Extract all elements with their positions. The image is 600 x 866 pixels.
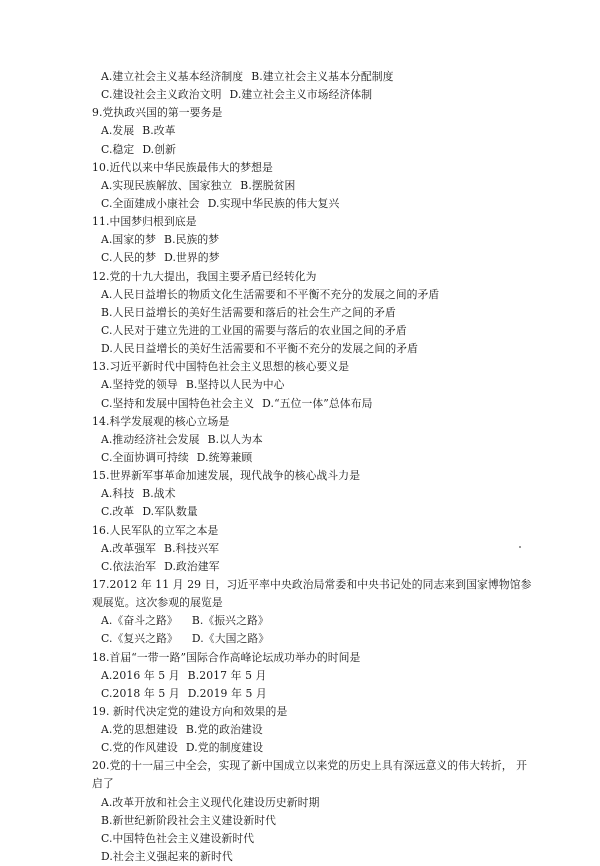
q14-stem: 14.科学发展观的核心立场是	[92, 414, 230, 428]
q20-option-c: C.中国特色社会主义建设新时代	[101, 831, 255, 845]
q19-option-d: D.党的制度建设	[185, 741, 264, 755]
q14-option-a: A.推动经济社会发展	[101, 432, 200, 446]
q9-options-row-2	[92, 141, 530, 159]
q13-option-a: A.坚持党的领导	[101, 378, 178, 392]
q10-option-d: D.实现中华民族的伟大复兴	[207, 196, 340, 210]
q12-stem: 12.党的十九大提出，我国主要矛盾已经转化为	[92, 269, 317, 283]
scan-speck	[519, 546, 521, 548]
q14-option-c: C.全面协调可持续	[101, 450, 189, 464]
q14-option-b: B.以人为本	[207, 432, 263, 446]
q15-option-d: D.军队数量	[142, 505, 198, 519]
q18-options-row-2	[92, 685, 530, 703]
q18-stem: 18.首届“一带一路”国际合作高峰论坛成功举办的时间是	[92, 650, 361, 664]
q19-options-row-1	[92, 721, 530, 739]
q9-option-c: C.稳定	[101, 142, 135, 156]
q16-option-d: D.政治建军	[164, 559, 220, 573]
q8-options-row-2	[92, 86, 530, 104]
q11-option-b: B.民族的梦	[164, 233, 220, 247]
q14-option-d: D.统筹兼顾	[196, 450, 253, 464]
q11-stem: 11.中国梦归根到底是	[92, 215, 197, 229]
q19-option-b: B.党的政治建设	[185, 723, 263, 737]
q17-options-row-2	[92, 630, 530, 648]
q10-option-b: B.摆脱贫困	[240, 178, 296, 192]
q13-option-b: B.坚持以人民为中心	[185, 378, 285, 392]
q11-option-d: D.世界的梦	[164, 251, 220, 265]
q17-option-d: D.《大国之路》	[191, 632, 270, 646]
q16-options-row-2	[92, 558, 530, 576]
q18-option-b: B.2017 年 5 月	[187, 668, 267, 682]
q10-stem: 10.近代以来中华民族最伟大的梦想是	[92, 160, 273, 174]
q19-stem: 19. 新时代决定党的建设方向和效果的是	[92, 704, 288, 718]
q11-options-row-1	[92, 231, 530, 249]
q18-option-d: D.2019 年 5 月	[187, 686, 267, 700]
q11-options-row-2	[92, 249, 530, 267]
q11-option-c: C.人民的梦	[101, 251, 157, 265]
q20-option-a: A.改革开放和社会主义现代化建设历史新时期	[101, 795, 320, 809]
q12-option-a: A.人民日益增长的物质文化生活需要和不平衡不充分的发展之间的矛盾	[101, 287, 440, 301]
q16-options-row-1	[92, 540, 530, 558]
q10-option-a: A.实现民族解放、国家独立	[101, 178, 233, 192]
q18-option-a: A.2016 年 5 月	[101, 668, 180, 682]
q9-options-row-1	[92, 122, 530, 140]
q17-options-row-1	[92, 612, 530, 630]
q13-options-row-1	[92, 376, 530, 394]
q13-options-row-2	[92, 395, 530, 413]
q17-option-a: A.《奋斗之路》	[101, 614, 178, 628]
q17-stem-line-1: 17.2012 年 11 月 29 日，习近平率中央政治局常委和中央书记处的同志来到国家博物馆参	[92, 577, 532, 591]
q10-options-row-1	[92, 177, 530, 195]
q16-option-b: B.科技兴军	[164, 541, 220, 555]
q15-stem: 15.世界新军事革命加速发展，现代战争的核心战斗力是	[92, 469, 361, 483]
q10-options-row-2	[92, 195, 530, 213]
q18-options-row-1	[92, 667, 530, 685]
q10-option-c: C.全面建成小康社会	[101, 196, 200, 210]
q19-options-row-2	[92, 739, 530, 757]
q8-option-a: A.建立社会主义基本经济制度	[101, 70, 244, 83]
q15-options-row-1	[92, 485, 530, 503]
q15-option-c: C.改革	[101, 505, 135, 519]
q17-option-c: C.《复兴之路》	[101, 632, 178, 646]
q20-option-b: B.新世纪新阶段社会主义建设新时代	[101, 813, 277, 827]
q17-stem-line-2: 观展览。这次参观的展览是	[92, 596, 223, 610]
q8-option-b: B.建立社会主义基本分配制度	[251, 70, 394, 83]
q19-option-a: A.党的思想建设	[101, 723, 178, 737]
q15-option-b: B.战术	[142, 487, 176, 501]
q11-option-a: A.国家的梦	[101, 233, 157, 247]
q15-option-a: A.科技	[101, 487, 135, 501]
q15-options-row-2	[92, 503, 530, 521]
q8-option-c: C.建设社会主义政治文明	[101, 88, 222, 102]
q9-stem: 9.党执政兴国的第一要务是	[92, 106, 223, 120]
q13-option-c: C.坚持和发展中国特色社会主义	[101, 396, 255, 410]
q9-option-b: B.改革	[142, 124, 176, 138]
q13-option-d: D.“五位一体”总体布局	[262, 396, 373, 410]
q19-option-c: C.党的作风建设	[101, 741, 178, 755]
q8-options-row-1	[92, 68, 530, 86]
q20-option-d: D.社会主义强起来的新时代	[101, 850, 233, 864]
q12-option-d: D.人民日益增长的美好生活需要和不平衡不充分的发展之间的矛盾	[101, 342, 419, 356]
q9-option-d: D.创新	[142, 142, 177, 156]
q16-option-c: C.依法治军	[101, 559, 157, 573]
q20-stem-line-2: 启了	[92, 777, 114, 791]
q18-option-c: C.2018 年 5 月	[101, 686, 180, 700]
q12-option-c: C.人民对于建立先进的工业国的需要与落后的农业国之间的矛盾	[101, 323, 407, 337]
q9-option-a: A.发展	[101, 124, 135, 138]
q14-options-row-2	[92, 449, 530, 467]
q20-stem-line-1: 20.党的十一届三中全会，实现了新中国成立以来党的历史上具有深远意义的伟大转折， 开	[92, 759, 528, 773]
q12-option-b: B.人民日益增长的美好生活需要和落后的社会生产之间的矛盾	[101, 305, 396, 319]
q16-stem: 16.人民军队的立军之本是	[92, 523, 219, 537]
q13-stem: 13.习近平新时代中国特色社会主义思想的核心要义是	[92, 360, 350, 374]
q8-option-d: D.建立社会主义市场经济体制	[229, 88, 373, 102]
q16-option-a: A.改革强军	[101, 541, 157, 555]
q14-options-row-1	[92, 431, 530, 449]
q17-option-b: B.《振兴之路》	[191, 614, 269, 628]
